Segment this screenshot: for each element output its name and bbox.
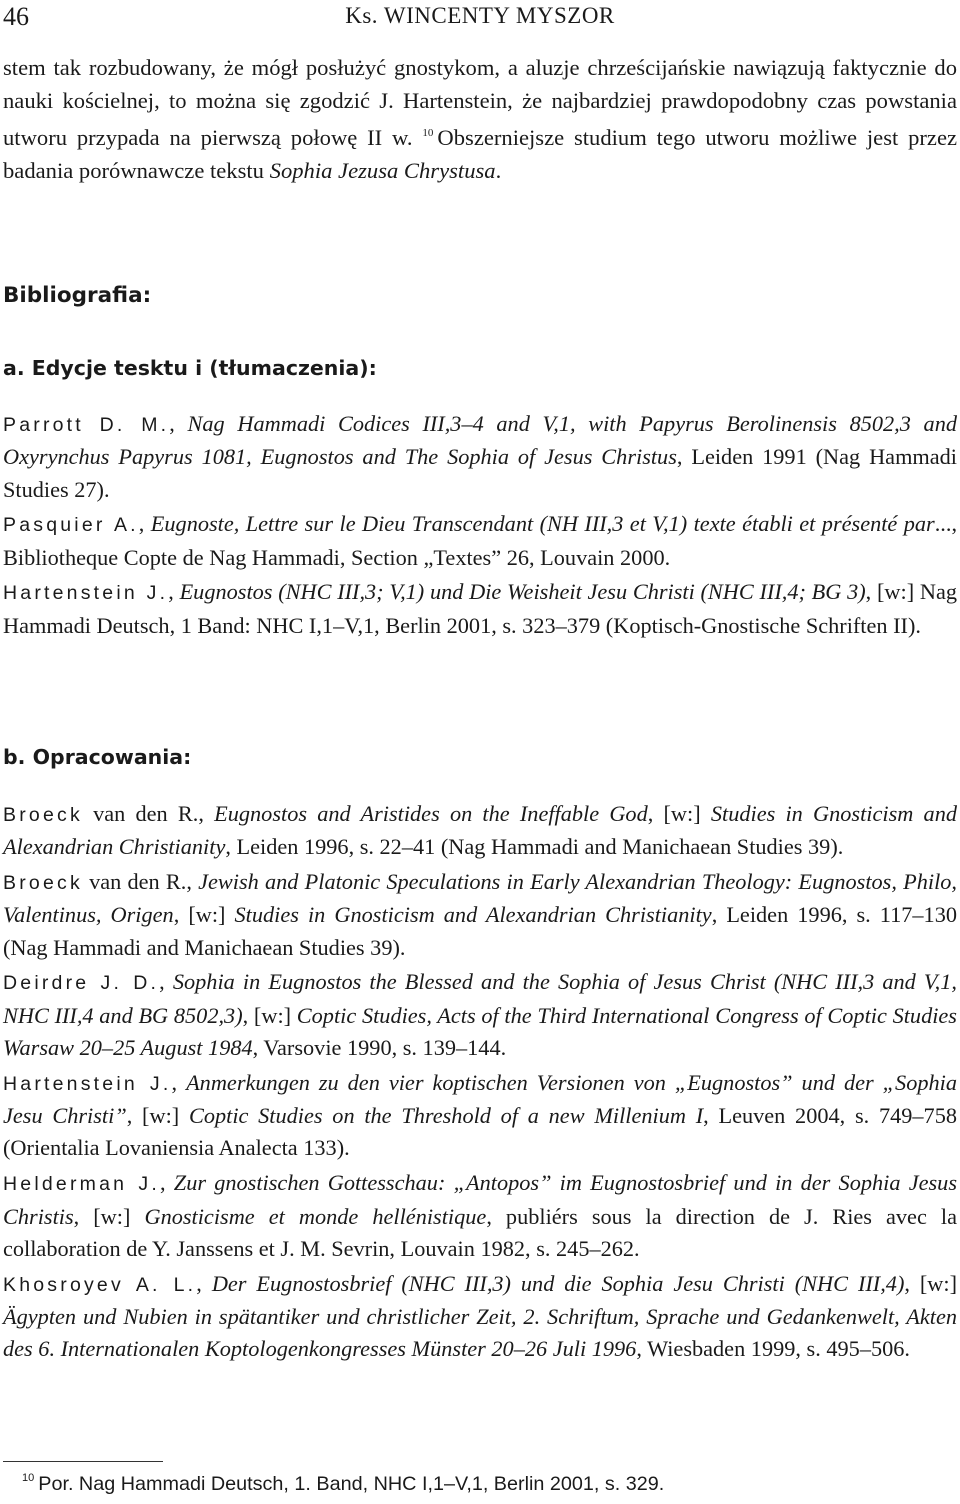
intro-end: . [495,157,502,183]
entry-collection: Studies in Gnosticism and Alexandrian Christianity [234,902,712,928]
bibliography-entry: Broeck van den R., Eugnostos and Aristides on the Ineffable God, [w:] Studies in Gnosticism and Alexandrian Christianity, Leiden 1996, s. 22–41 (Nag Hammadi and Manichaean Studies 39). [3,801,957,860]
studies-list [3,798,957,1368]
bibliography-entry: Hartenstein J., Eugnostos (NHC III,3; V,1) und Die Weisheit Jesu Christi (NHC III,4; BG 3), [w:] Nag Hammadi Deutsch, 1 Band: NHC I,1–V,1, Berlin 2001, s. 323–379 (Koptisch-Gnostische Schriften II). [3,579,957,638]
bibliography-entry: Parrott D. M., Nag Hammadi Codices III,3–4 and V,1, with Papyrus Berolinensis 8502,3 and Oxyrynchus Papyrus 1081, Eugnostos and The Sophia of Jesus Christus, Leiden 1991 (Nag Hammadi Studies 27). [3,411,957,502]
footnote-divider [3,1461,163,1462]
bibliography-entry: Deirdre J. D., Sophia in Eugnostos the Blessed and the Sophia of Jesus Christ (NHC III,3 and V,1, NHC III,4 and BG 8502,3), [w:] Coptic Studies, Acts of the Third International Congress of Coptic Studies Warsaw 20–25 August 1984, Varsovie 1990, s. 139–144. [3,969,957,1061]
entry-title: Jewish and Platonic Speculations in Early Alexandrian Theology: Eugnostos, Philo, Valentinus, Origen [3,869,957,928]
entry-details: , Leiden 1996, s. 22–41 (Nag Hammadi and Manichaean Studies 39). [225,834,844,860]
intro-text-continued: Obszerniejsze studium tego utworu możliwe jest przez badania porównawcze tekstu [3,125,958,183]
entry-author: Pasquier A. [3,514,139,537]
editions-heading: a. Edycje tesktu i (tłumaczenia): [3,356,377,380]
entry-details: ..., Bibliotheque Copte de Nag Hammadi, Section „Textes” 26, Louvain 2000. [3,511,958,570]
entry-collection: Studies in Gnosticism and Alexandrian Christianity [3,801,957,860]
entry-author: Parrott D. M. [3,414,170,436]
footnote-number: 10 [22,1472,35,1484]
intro-paragraph [3,52,957,187]
entry-collection: Gnosticisme et monde hellénistique [144,1203,487,1229]
entry-details: , publiérs sous la direction de J. Ries avec la collaboration de Y. Janssens et J. M. Sevrin, Louvain 1982, s. 245–262. [3,1203,957,1261]
studies-heading: b. Opracowania: [3,745,192,769]
editions-list [3,408,957,645]
bibliography-entry: Khosroyev A. L., Der Eugnostosbrief (NHC III,3) und die Sophia Jesu Christi (NHC III,4), [w:] Ägypten und Nubien in spätantiker und christlicher Zeit, 2. Schriftum, Sprache und Gedankenwelt, Akten des 6. Internationalen Koptologenkongresses Münster 20–26 Juli 1996, Wiesbaden 1999, s. 495–506. [3,1270,958,1362]
bibliography-entry: Broeck van den R., Jewish and Platonic Speculations in Early Alexandrian Theology: Eugnostos, Philo, Valentinus, Origen, [w:] Studies in Gnosticism and Alexandrian Christianity, Leiden 1996, s. 117–130 (Nag Hammadi and Manichaean Studies 39). [3,869,958,960]
entry-title: Zur gnostischen Gottesschau: „Antopos” im Eugnostosbrief und in der Sophia Jesus Christis [3,1170,957,1229]
bibliography-entry: Helderman J., Zur gnostischen Gottesschau: „Antopos” im Eugnostosbrief und in der Sophia Jesus Christis, [w:] Gnosticisme et monde hellénistique, publiérs sous la direction de J. Ries avec la collaboration de Y. Janssens et J. M. Sevrin, Louvain 1982, s. 245–262. [3,1170,957,1261]
bibliography-entry: Pasquier A., Eugnoste, Lettre sur le Dieu Transcendant (NH III,3 et V,1) texte établi et présenté par..., Bibliotheque Copte de Nag Hammadi, Section „Textes” 26, Louvain 2000. [3,511,958,570]
entry-author: Deirdre J. D. [3,972,160,995]
entry-author: Broeck [3,872,83,895]
footnote-text: Por. Nag Hammadi Deutsch, 1. Band, NHC I,1–V,1, Berlin 2001, s. 329. [38,1473,665,1495]
entry-details: , Wiesbaden 1999, s. 495–506. [636,1336,910,1362]
intro-text: stem tak rozbudowany, że mógł posłużyć gnostykom, a aluzje chrześcijańskie nawiązują faktycznie do nauki kościelnej, to można się zgodzić J. Hartenstein, że najbardziej prawdopodobny czas powstania utworu przypada na pierwszą połowę II w. [3,55,957,150]
entry-title: Der Eugnostosbrief (NHC III,3) und die Sophia Jesu Christi (NHC III,4) [211,1270,905,1296]
entry-author: Hartenstein J. [3,1072,172,1095]
entry-details: , [w:] Nag Hammadi Deutsch, 1 Band: NHC I,1–V,1, Berlin 2001, s. 323–379 (Koptisch-Gnostische Schriften II). [3,579,957,638]
bibliography-heading: Bibliografia: [3,283,152,308]
page-number: 46 [3,2,29,31]
entry-title: Sophia in Eugnostos the Blessed and the Sophia of Jesus Christ (NHC III,3 and V,1, NHC III,4 and BG 8502,3) [3,969,957,1028]
entry-details: , Leuven 2004, s. 749–758 (Orientalia Lovaniensia Analecta 133). [3,1103,958,1161]
entry-title: Eugnostos (NHC III,3; V,1) und Die Weisheit Jesu Christi (NHC III,4; BG 3) [179,579,866,605]
bibliography-entry: Hartenstein J., Anmerkungen zu den vier koptischen Versionen von „Eugnostos” und der „Sophia Jesu Christi”, [w:] Coptic Studies on the Threshold of a new Millenium I, Leuven 2004, s. 749–758 (Orientalia Lovaniensia Analecta 133). [3,1069,958,1161]
entry-title: Eugnostos and Aristides on the Ineffable God [214,801,648,826]
footnote-reference[interactable]: 10 [422,127,434,139]
entry-author: Broeck [3,804,83,826]
entry-collection: Coptic Studies, Acts of the Third International Congress of Coptic Studies Warsaw 20–25 August 1984 [3,1002,957,1061]
footnote [22,1472,664,1496]
running-head: Ks. WINCENTY MYSZOR [345,3,615,28]
intro-italic-title: Sophia Jezusa Chrystusa [269,157,496,183]
entry-title: Eugnoste, Lettre sur le Dieu Transcendant (NH III,3 et V,1) texte établi et présenté par [150,511,935,537]
entry-collection: Coptic Studies on the Threshold of a new Millenium I [188,1103,704,1129]
entry-collection: Ägypten und Nubien in spätantiker und christlicher Zeit, 2. Schriftum, Sprache und Gedankenwelt, Akten des 6. Internationalen Koptologenkongresses Münster 20–26 Juli 1996 [3,1303,957,1362]
entry-author: Helderman J. [3,1173,160,1196]
entry-title: Anmerkungen zu den vier koptischen Versionen von „Eugnostos” und der „Sophia Jesu Christi” [3,1069,957,1129]
entry-title: Nag Hammadi Codices III,3–4 and V,1, with Papyrus Berolinensis 8502,3 and Oxyrynchus Papyrus 1081, Eugnostos and The Sophia of Jesus Christus [3,411,957,470]
entry-details: , Varsovie 1990, s. 139–144. [252,1035,507,1061]
entry-author: Khosroyev A. L. [3,1273,197,1296]
entry-details: , Leiden 1991 (Nag Hammadi Studies 27). [3,444,957,502]
entry-author: Hartenstein J. [3,582,169,605]
page-header [0,2,960,32]
entry-details: , Leiden 1996, s. 117–130 (Nag Hammadi and Manichaean Studies 39). [3,902,958,960]
